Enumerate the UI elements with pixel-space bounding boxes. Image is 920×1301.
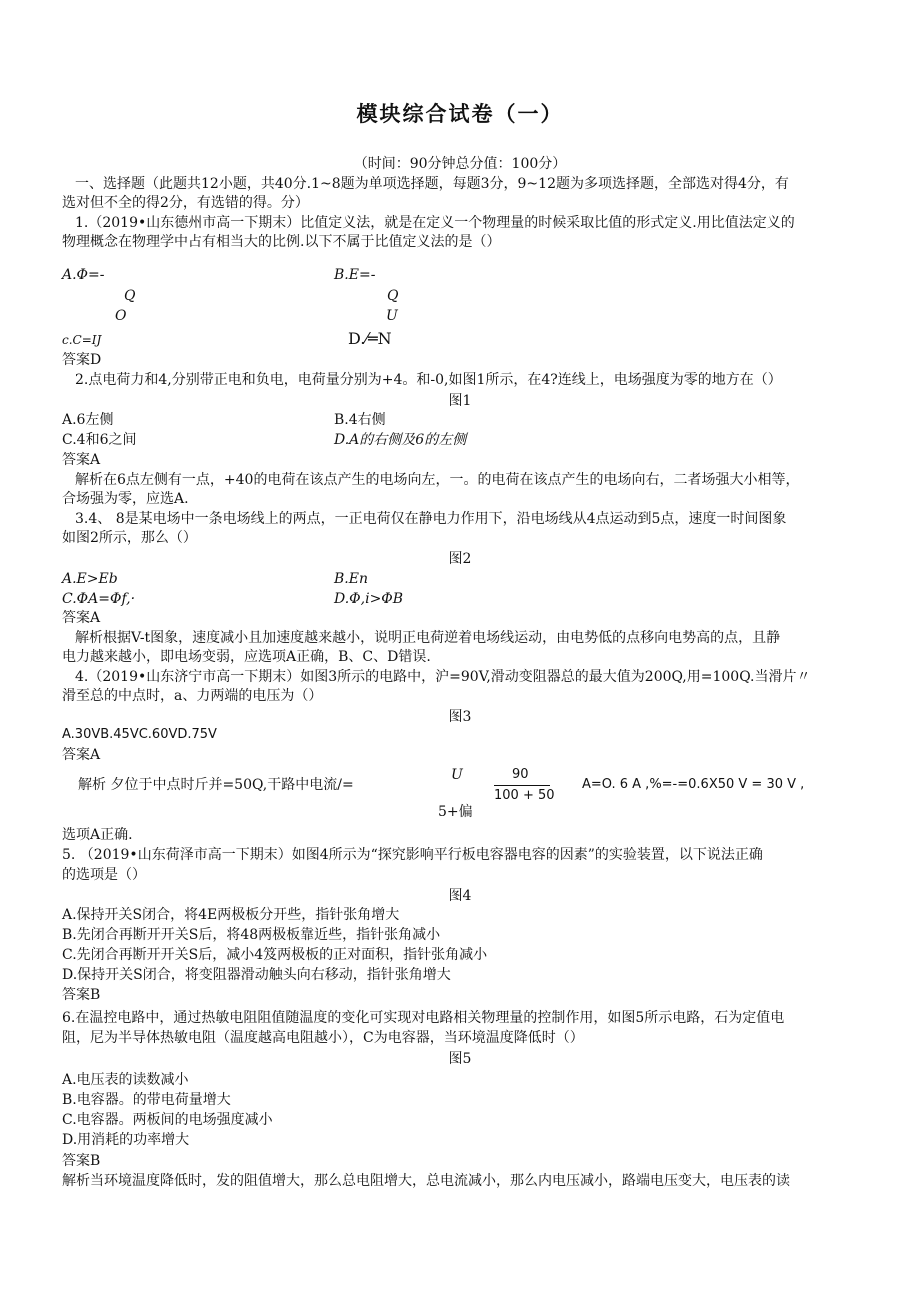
q4-analysis-right: A=O. 6 A ,%=-=0.6X50 V = 30 V , — [582, 777, 805, 792]
q2-option-b: B.4右侧 — [334, 412, 386, 428]
q4-fraction2-numerator: 90 — [512, 767, 529, 782]
q2-analysis-line1: 解析在6点左侧有一点，+40的电荷在该点产生的电场向左，一。的电荷在该点产生的电场向右，二者场强大小相等， — [75, 472, 800, 488]
q1-option-a: A.Φ=- — [62, 267, 105, 283]
q2-analysis-line2: 合场强为零，应选A. — [62, 491, 189, 507]
section-instructions-line2: 选对但不全的得2分，有选错的得。分） — [62, 195, 309, 211]
q4-options: A.30VB.45VC.60VD.75V — [62, 727, 217, 742]
q4-fraction2-denominator: 100 + 50 — [494, 788, 555, 803]
section-instructions-line1: 一、选择题（此题共12小题，共40分.1~8题为单项选择题，每题3分，9~12题为多项选择题，全部选对得4分，有 — [75, 176, 789, 192]
q1-option-b: B.E=- — [334, 267, 376, 283]
q5-figure-label: 图4 — [448, 888, 472, 904]
q3-option-c: C.ΦA=Φf,· — [62, 591, 136, 607]
q1-stem-line1: 1.（2019•山东德州市高一下期末）比值定义法，就是在定义一个物理量的时候采取比值的形式定义.用比值法定义的 — [75, 215, 795, 231]
page-title: 模块综合试卷（一） — [356, 101, 564, 126]
q1-answer: 答案D — [62, 352, 102, 368]
q5-option-b: B.先闭合再断开开关S后，将48两极板靠近些，指针张角减小 — [62, 927, 441, 943]
q5-answer: 答案B — [62, 987, 101, 1003]
q3-option-a: A.E>Eb — [62, 571, 118, 587]
q6-option-d: D.用消耗的功率增大 — [62, 1132, 190, 1148]
q2-stem: 2.点电荷力和4,分别带正电和负电，电荷量分别为+4。和-0,如图1所示，在4?连线上，电场强度为零的地方在（） — [75, 372, 782, 388]
q5-option-a: A.保持开关S闭合，将4E两极板分开些，指针张角增大 — [62, 907, 400, 923]
q4-conclusion: 选项A正确. — [62, 827, 133, 843]
q4-analysis-left: 解析 夕位于中点时斤并=50Q,干路中电流/= — [78, 777, 354, 793]
q6-stem-line2: 阻，尼为半导体热敏电阻（温度越高电阻越小），C为电容器，当环境温度降低时（） — [62, 1030, 584, 1046]
q6-option-b: B.电容器。的带电荷量增大 — [62, 1092, 231, 1108]
q6-answer: 答案B — [62, 1153, 101, 1169]
q3-stem-line1: 3.4、 8是某电场中一条电场线上的两点，一正电荷仅在静电力作用下，沿电场线从4点运动到5点，速度一时间图象 — [75, 511, 787, 527]
q1-option-a-numerator: Q — [124, 288, 136, 304]
q6-analysis-line1: 解析当环境温度降低时，发的阻值增大，那么总电阻增大，总电流减小，那么内电压减小，路端电压变大，电压表的读 — [62, 1173, 790, 1189]
q2-option-a: A.6左侧 — [62, 412, 114, 428]
q3-analysis-line2: 电力越来越小，即电场变弱，应选项A正确，B、C、D错误. — [62, 649, 431, 665]
q5-stem-line2: 的选项是（） — [62, 867, 146, 883]
q2-figure-label: 图1 — [448, 393, 472, 409]
q6-option-a: A.电压表的读数减小 — [62, 1072, 189, 1088]
q3-option-d: D.Φ,ⅰ>ΦB — [334, 591, 404, 607]
q4-stem-line1: 4.（2019•山东济宁市高一下期末）如图3所示的电路中，沪=90V,滑动变阻器总的最大值为200Q,用=100Q.当滑片〃 — [75, 669, 811, 685]
q5-option-d: D.保持开关S闭合，将变阻器滑动触头向右移动，指针张角增大 — [62, 967, 451, 983]
q1-option-c: c.C=IJ — [62, 333, 102, 347]
q3-answer: 答案A — [62, 610, 101, 626]
q3-stem-line2: 如图2所示，那么（） — [62, 530, 197, 546]
q6-figure-label: 图5 — [448, 1051, 472, 1067]
q4-fraction2-bar — [494, 785, 550, 786]
q6-stem-line1: 6.在温控电路中，通过热敏电阻阻值随温度的变化可实现对电路相关物理量的控制作用，如图5所示电路，石为定值电 — [62, 1010, 785, 1026]
q3-analysis-line1: 解析根据V-t图象，速度减小且加速度越来越小，说明正电荷逆着电场线运动，由电势低的点移向电势高的点，且静 — [75, 630, 781, 646]
q1-option-a-denominator: O — [115, 308, 127, 324]
q1-stem-line2: 物理概念在物理学中占有相当大的比例.以下不属于比值定义法的是（） — [62, 234, 501, 250]
q2-answer: 答案A — [62, 452, 101, 468]
q1-option-b-numerator: Q — [387, 288, 399, 304]
q5-stem-line1: 5. （2019•山东荷泽市高一下期末）如图4所示为“探究影响平行板电容器电容的因素”的实验装置，以下说法正确 — [62, 847, 763, 863]
q4-fraction1-numerator: U — [451, 767, 463, 783]
q3-option-b: B.En — [334, 571, 368, 587]
q4-figure-label: 图3 — [448, 709, 472, 725]
q1-option-d: D.⁄═N — [348, 329, 392, 348]
q2-option-d: D.A的右侧及6的左侧 — [334, 432, 467, 448]
exam-info: （时间：90分钟总分值：100分） — [353, 156, 567, 172]
q4-answer: 答案A — [62, 747, 101, 763]
q2-option-c: C.4和6之间 — [62, 432, 137, 448]
q4-fraction1-denominator: 5+偏 — [438, 804, 473, 820]
q1-option-b-denominator: U — [386, 308, 398, 324]
q3-figure-label: 图2 — [448, 551, 472, 567]
q6-option-c: C.电容器。两板间的电场强度减小 — [62, 1112, 273, 1128]
q5-option-c: C.先闭合再断开开关S后，减小4笈两极板的正对面积，指针张角减小 — [62, 947, 488, 963]
q4-stem-line2: 滑至总的中点时，a、力两端的电压为（） — [62, 688, 323, 704]
